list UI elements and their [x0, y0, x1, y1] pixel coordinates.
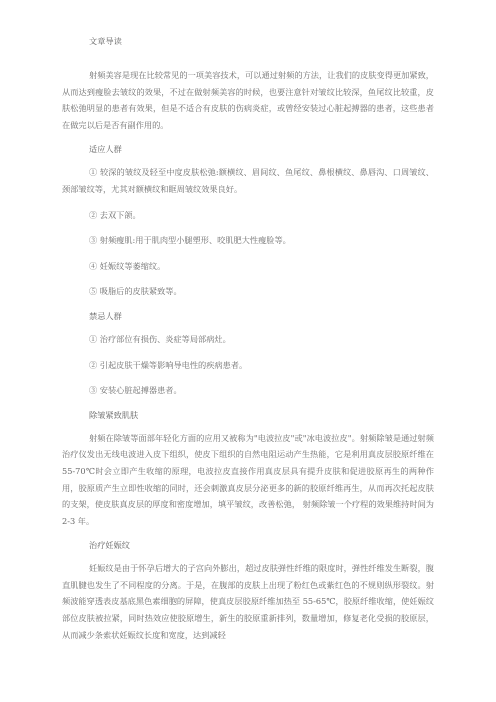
- spacer: [62, 399, 434, 409]
- contra-item-2: ② 引起皮肤干燥等影响导电性的疾病患者。: [89, 359, 248, 370]
- spacer: [62, 249, 434, 258]
- contra-item-3: ③ 安装心脏起搏器患者。: [89, 385, 182, 396]
- spacer: [62, 133, 434, 143]
- tighten-paragraph: 射频在除皱等面部年轻化方面的应用又被称为"电波拉皮"或"冰电波拉皮"。射频除皱是通过射频治疗仪发出无线电波进入皮下组织，使皮下组织的自然电阻运动产生热能，它是利用真皮层胶原纤维在 55-70℃时会立即产生收缩的原理，电波拉皮直接作用真皮层具有提升皮肤和促进胶原再生的两种作用，胶原质产生立即性收缩的同时，还会刺激真皮层分泌更多的新的胶原纤维再生，从而再次托起皮肤的支架，使皮肤真皮层的厚度和密度增加，填平皱纹，改善松弛， 射频除皱一个疗程的效果维持时间为 2-3 年。: [62, 432, 434, 526]
- section-title-suitable: 适应人群: [89, 144, 122, 155]
- suitable-item-2: ② 去双下颌。: [89, 209, 141, 220]
- suitable-item-3: ③ 射频瘦肌:用于肌肉型小腿塑形、咬肌肥大性瘦脸等。: [89, 235, 291, 246]
- section-title-stretch: 治疗妊娠纹: [89, 540, 130, 551]
- spacer: [62, 373, 434, 382]
- intro-paragraph: 射频美容是现在比较常见的一项美容技术，可以通过射频的方法，让我们的皮肤变得更加紧致，从而达到瘦脸去皱纹的效果，不过在做射频美容的时候，也要注意针对皱纹比较深，鱼尾纹比较重，皮肤松弛明显的患者有效果，但是不适合有皮肤的伤病炎症，或曾经安装过心脏起搏器的患者，这些患者在做完以后是否有副作用的。: [62, 70, 434, 130]
- spacer: [62, 223, 434, 232]
- suitable-item-1: ① 较深的皱纹及轻至中度皮肤松弛:额横纹、眉间纹、鱼尾纹、鼻根横纹、鼻唇沟、口周皱纹、颈部皱纹等，尤其对额横纹和眶周皱纹效果良好。: [62, 167, 434, 194]
- spacer: [62, 300, 434, 310]
- suitable-item-5: ⑤ 吸脂后的皮肤紧致等。: [89, 286, 182, 297]
- suitable-item-4: ④ 妊娠纹等萎缩纹。: [89, 260, 166, 271]
- spacer: [62, 274, 434, 283]
- section-title-contra: 禁忌人群: [89, 310, 122, 321]
- contra-item-1: ① 治疗部位有损伤、炎症等局部病灶。: [89, 333, 231, 344]
- document-page: [62, 35, 434, 643]
- stretch-paragraph: 妊娠纹是由于怀孕后增大的子宫向外膨出，超过皮肤弹性纤维的限度时，弹性纤维发生断裂，腹直肌腱也发生了不同程度的分离。于是，在腹部的皮肤上出现了粉红色或紫红色的不规则纵形裂纹。射频波能穿透表皮基底黑色素细胞的屏障，使真皮层胶原纤维加热至 55-65℃，胶原纤维收缩，使妊娠纹部位皮肤被拉紧，同时热效应使胶原增生，新生的胶原重新排列，数量增加，修复老化受损的胶原层，从而减少条索状妊娠纹长度和宽度，达到减轻: [62, 563, 434, 640]
- spacer: [62, 529, 434, 539]
- spacer: [62, 348, 434, 357]
- section-title-intro: 文章导读: [89, 36, 122, 46]
- section-title-tighten: 除皱紧致肌肤: [89, 409, 139, 420]
- spacer: [62, 198, 434, 207]
